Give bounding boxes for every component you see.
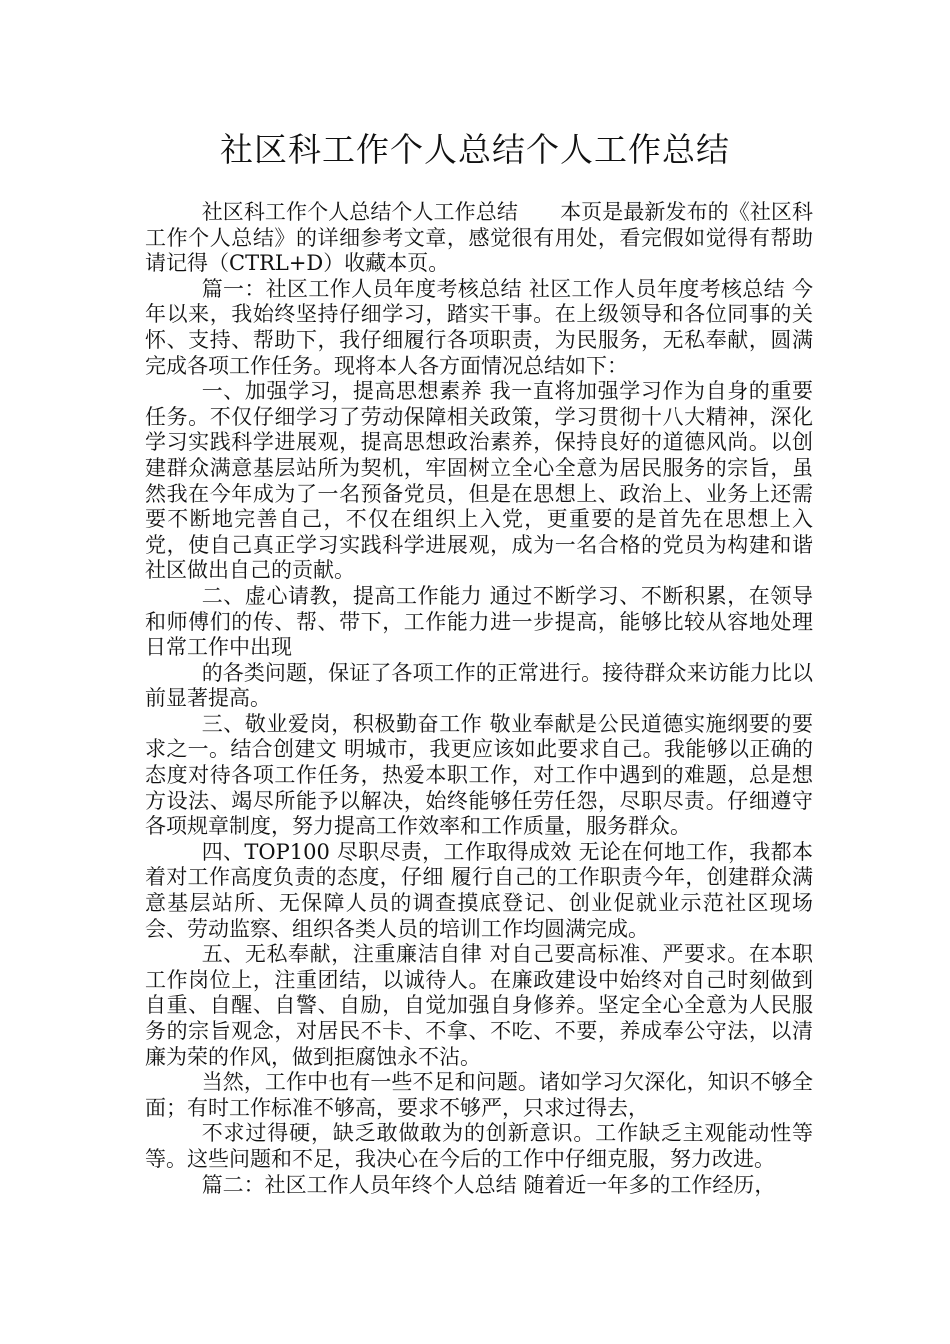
document-title: 社区科工作个人总结个人工作总结: [220, 130, 730, 169]
paragraph-part-two: 篇二：社区工作人员年终个人总结 随着近一年多的工作经历，: [201, 1172, 776, 1197]
paragraph-shortcomings: 当然，工作中也有一些不足和问题。诸如学习欠深化，知识不够全面；有时工作标准不够高，要求不够严，只求过得去，: [145, 1070, 813, 1120]
paragraph-section-five: 五、无私奉献，注重廉洁自律 对自己要高标准、严要求。在本职工作岗位上，注重团结，以诚待人。在廉政建设中始终对自己时刻做到自重、自醒、自警、自励，自觉加强自身修养。坚定全心全意为人民服务的宗旨观念，对居民不卡、不拿、不吃、不要，养成奉公守法，以清廉为荣的作风，做到拒腐蚀永不沾。: [145, 942, 813, 1069]
paragraph-shortcomings-cont: 不求过得硬，缺乏敢做敢为的创新意识。工作缺乏主观能动性等等。这些问题和不足，我决心在今后的工作中仔细克服，努力改进。: [145, 1121, 813, 1171]
paragraph-section-three: 三、敬业爱岗，积极勤奋工作 敬业奉献是公民道德实施纲要的要求之一。结合创建文 明城市，我更应该如此要求自己。我能够以正确的态度对待各项工作任务，热爱本职工作，对工作中遇到的难题，总是想方设法、竭尽所能予以解决，始终能够任劳任怨，尽职尽责。仔细遵守各项规章制度，努力提高工作效率和工作质量，服务群众。: [145, 711, 813, 839]
document-body: [145, 200, 813, 1198]
paragraph-section-four: 四、TOP100 尽职尽责，工作取得成效 无论在何地工作，我都本着对工作高度负责的态度，仔细 履行自己的工作职责今年，创建群众满意基层站所、无保障人员的调查摸底登记、创业促就业示范社区现场会、劳动监察、组织各类人员的培训工作均圆满完成。: [145, 839, 813, 941]
paragraph-section-one: 一、加强学习，提高思想素养 我一直将加强学习作为自身的重要任务。不仅仔细学习了劳动保障相关政策，学习贯彻十八大精神，深化学习实践科学进展观，提高思想政治素养，保持良好的道德风尚。以创建群众满意基层站所为契机，牢固树立全心全意为居民服务的宗旨，虽然我在今年成为了一名预备党员，但是在思想上、政治上、业务上还需要不断地完善自己，不仅在组织上入党，更重要的是首先在思想上入党，使自己真正学习实践科学进展观，成为一名合格的党员为构建和谐社区做出自己的贡献。: [145, 379, 813, 583]
paragraph-intro: 社区科工作个人总结个人工作总结 本页是最新发布的《社区科工作个人总结》的详细参考文章，感觉很有用处，看完假如觉得有帮助请记得（CTRL+D）收藏本页。: [145, 200, 813, 276]
paragraph-section-two: 二、虚心请教，提高工作能力 通过不断学习、不断积累，在领导和师傅们的传、帮、带下，工作能力进一步提高，能够比较从容地处理日常工作中出现: [145, 583, 813, 660]
paragraph-section-two-cont: 的各类问题，保证了各项工作的正常进行。接待群众来访能力比以前显著提高。: [145, 660, 813, 711]
paragraph-part-one: 篇一：社区工作人员年度考核总结 社区工作人员年度考核总结 今年以来，我始终坚持仔细学习，踏实干事。在上级领导和各位同事的关怀、支持、帮助下，我仔细履行各项职责，为民服务，无私奉献，圆满完成各项工作任务。现将本人各方面情况总结如下：: [145, 276, 813, 378]
